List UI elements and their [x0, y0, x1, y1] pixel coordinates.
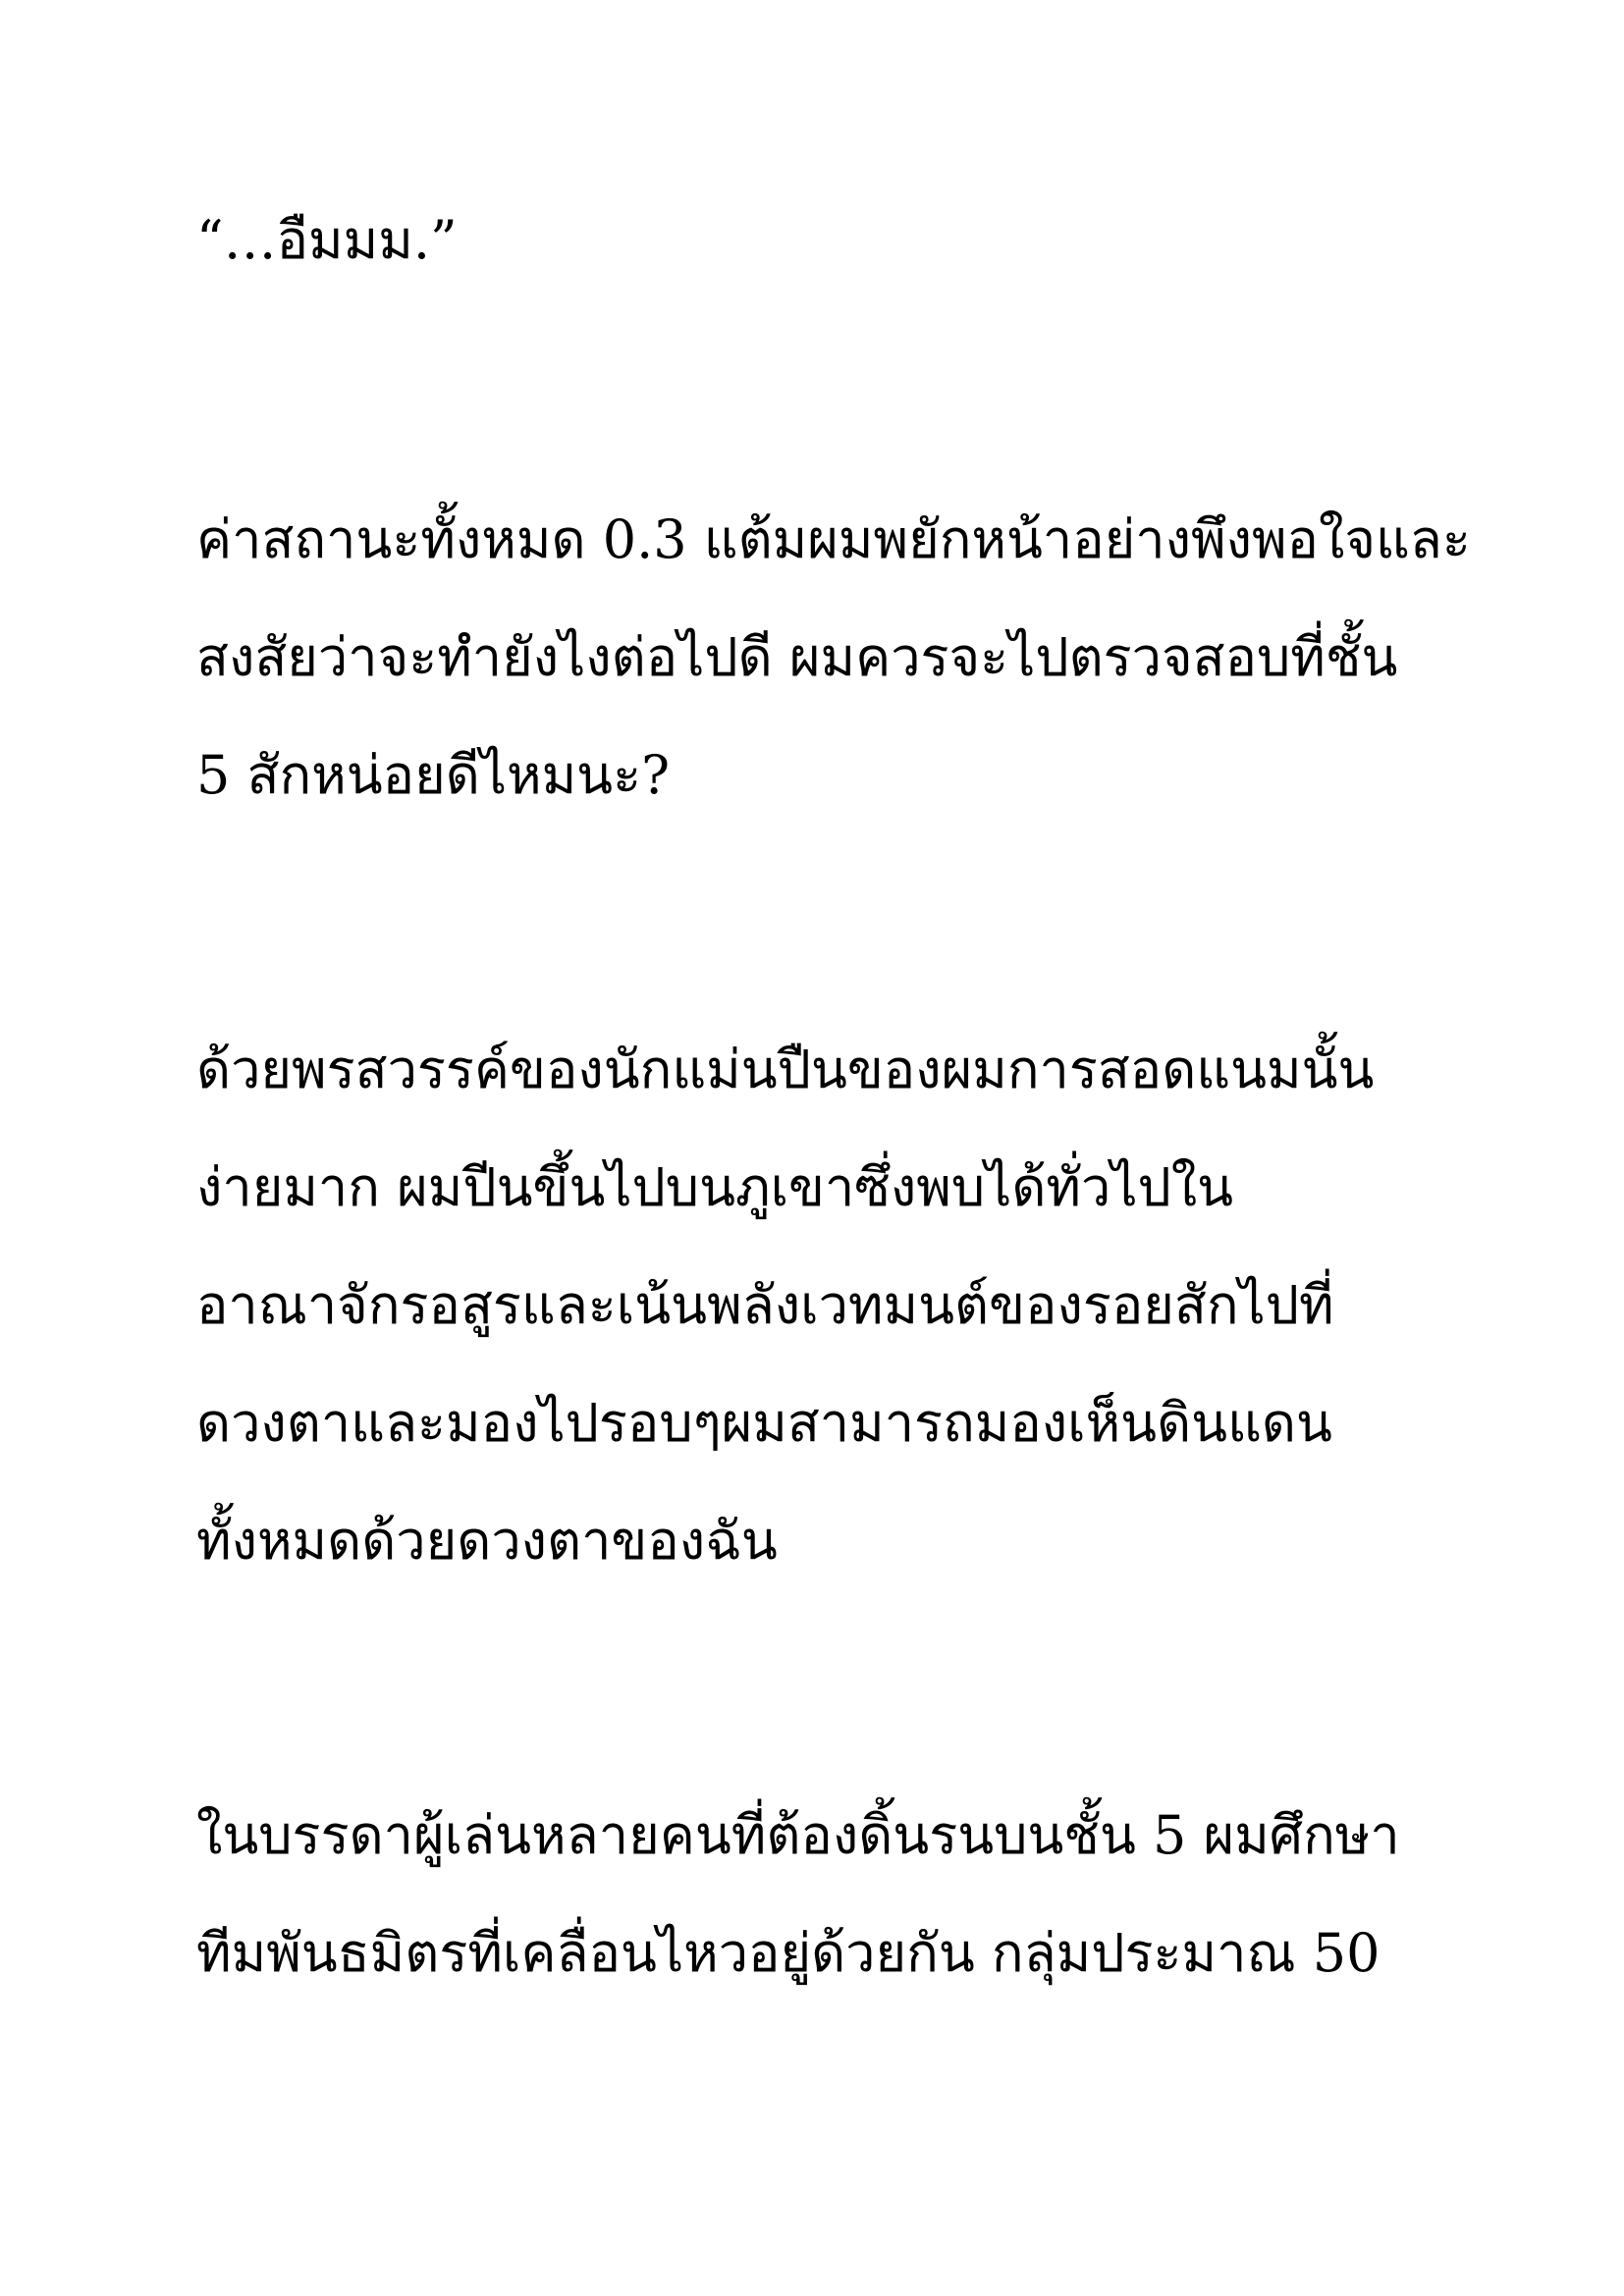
paragraph-2-line-1: ค่าสถานะทั้งหมด 0.3 แต้มผมพยักหน้าอย่างพึงพอใจและ	[196, 508, 1471, 570]
paragraph-2-line-3: 5 สักหน่อยดีไหมนะ?	[196, 744, 671, 806]
paragraph-3-line-1: ด้วยพรสวรรค์ของนักแม่นปืนของผมการสอดแนมนั้น	[196, 1039, 1375, 1100]
paragraph-3-line-3: อาณาจักรอสูรและเน้นพลังเวทมนต์ของรอยสักไปที่	[196, 1274, 1334, 1336]
paragraph-2-line-2: สงสัยว่าจะทำยังไงต่อไปดี ผมควรจะไปตรวจสอบที่ชั้น	[196, 626, 1398, 688]
paragraph-3-line-5: ทั้งหมดด้วยดวงตาของฉัน	[196, 1510, 778, 1572]
paragraph-4-line-1: ในบรรดาผู้เล่นหลายคนที่ต้องดิ้นรนบนชั้น 5 ผมศึกษา	[196, 1804, 1400, 1866]
paragraph-3-line-4: ดวงตาและมองไปรอบๆผมสามารถมองเห็นดินแดน	[196, 1392, 1332, 1454]
paragraph-1-line-1: “…อืมมม.”	[196, 209, 458, 271]
paragraph-4-line-2: ทีมพันธมิตรที่เคลื่อนไหวอยู่ด้วยกัน กลุ่มประมาณ 50	[196, 1922, 1380, 1984]
paragraph-3-line-2: ง่ายมาก ผมปีนขึ้นไปบนภูเขาซึ่งพบได้ทั่วไปใน	[196, 1156, 1234, 1218]
